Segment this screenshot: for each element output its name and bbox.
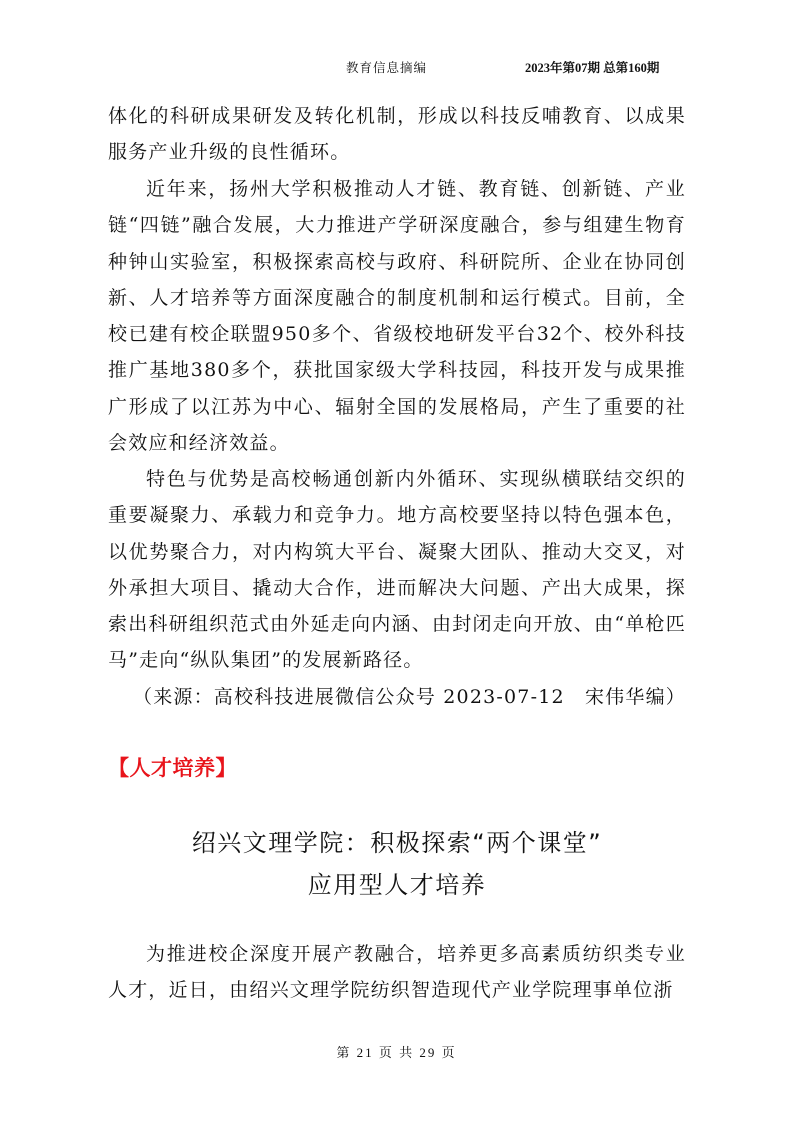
- section-tag: 【人才培养】: [108, 756, 237, 780]
- paragraph-text: 体化的科研成果研发及转化机制，形成以科技反哺教育、以成果服务产业升级的良性循环。: [108, 105, 686, 164]
- issue-number: 2023年第07期 总第160期: [525, 61, 660, 75]
- paragraph-shaoxing: [108, 936, 686, 1009]
- paragraph-text: 特色与优势是高校畅通创新内外循环、实现纵横联结交织的重要凝聚力、承载力和竞争力。地方高校要坚持以特色强本色，以优势聚合力，对内构筑大平台、凝聚大团队、推动大交叉，对外承担大项目、撬动大合作，进而解决大问题、产出大成果，探索出科研组织范式由外延走向内涵、由封闭走向开放、由“单枪匹马”走向“纵队集团”的发展新路径。: [108, 468, 686, 672]
- article-title: [108, 822, 686, 906]
- paragraph-text: 近年来，扬州大学积极推动人才链、教育链、创新链、产业链“四链”融合发展，大力推进产学研深度融合，参与组建生物育种钟山实验室，积极探索高校与政府、科研院所、企业在协同创新、人才培养等方面深度融合的制度机制和运行模式。目前，全校已建有校企联盟950多个、省级校地研发平台32个、校外科技推广基地380多个，获批国家级大学科技园，科技开发与成果推广形成了以江苏为中心、辐射全国的发展格局，产生了重要的社会效应和经济效益。: [108, 178, 686, 455]
- header-divider: [108, 82, 686, 83]
- source-citation: （来源：高校科技进展微信公众号 2023-07-12 宋伟华编）: [133, 686, 686, 708]
- article-title-line2: 应用型人才培养: [307, 871, 487, 899]
- article-title-line1: 绍兴文理学院：积极探索“两个课堂”: [191, 829, 603, 857]
- journal-name: 教育信息摘编: [346, 61, 428, 75]
- paragraph-text: 为推进校企深度开展产教融合，培养更多高素质纺织类专业人才，近日，由绍兴文理学院纺织智造现代产业学院理事单位浙: [108, 943, 686, 1002]
- paragraph-yangzhou: [108, 171, 686, 461]
- page-header: [0, 58, 793, 78]
- paragraph-features: [108, 461, 686, 679]
- page-footer: 第 21 页 共 29 页: [336, 1045, 457, 1060]
- paragraph-continued: [108, 98, 686, 171]
